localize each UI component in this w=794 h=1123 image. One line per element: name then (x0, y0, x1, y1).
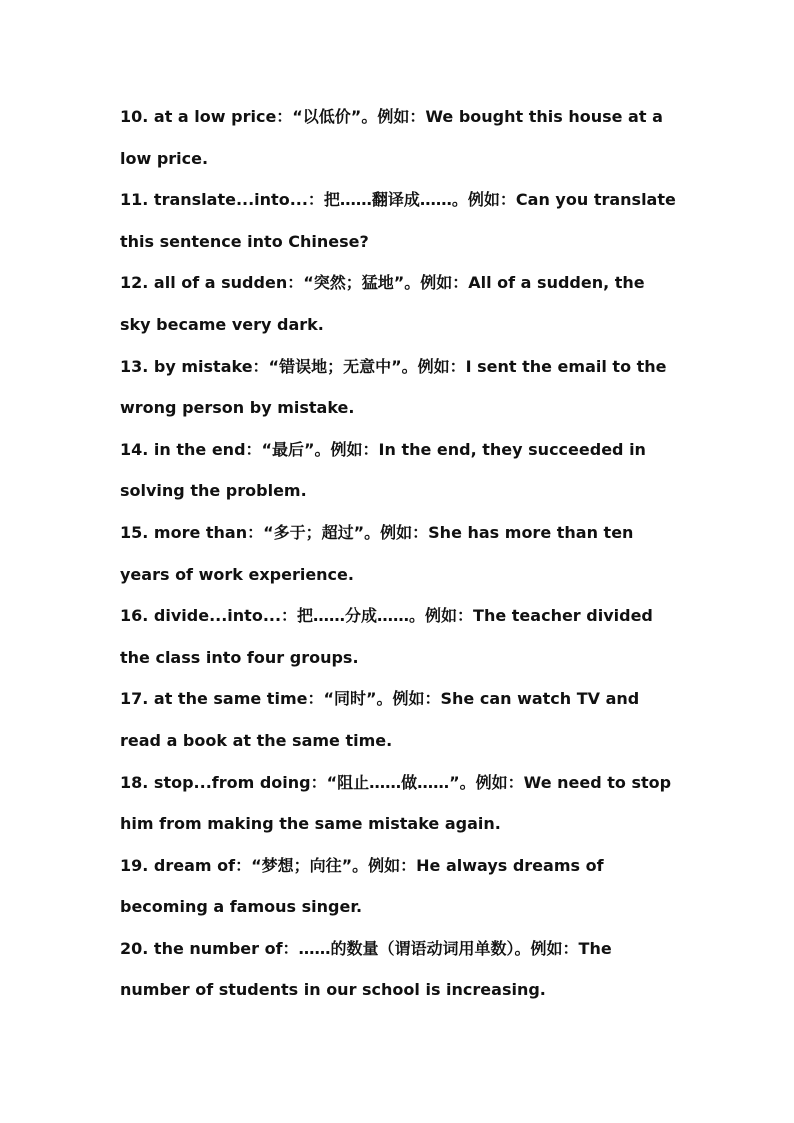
phrase-entry-11: 11. translate...into...：把……翻译成……。例如：Can you translate this sentence into Chinese? (120, 190, 676, 251)
phrase-entry-20: 20. the number of：……的数量（谓语动词用单数）。例如：The number of students in our school is increasing. (120, 938, 612, 1000)
phrase-entry-19: 19. dream of：“梦想；向往”。例如：He always dreams of becoming a famous singer. (120, 855, 604, 917)
phrase-entry-13: 13. by mistake：“错误地；无意中”。例如：I sent the email to the wrong person by mistake. (120, 356, 667, 418)
phrase-entry-15: 15. more than：“多于；超过”。例如：She has more than ten years of work experience. (120, 522, 634, 584)
phrase-entry-16: 16. divide...into...：把……分成……。例如：The teacher divided the class into four groups. (120, 606, 653, 667)
phrase-entry-17: 17. at the same time：“同时”。例如：She can watch TV and read a book at the same time. (120, 689, 640, 750)
phrase-entry-18: 18. stop...from doing：“阻止……做……”。例如：We need to stop him from making the same mistake again. (120, 772, 672, 834)
phrase-entry-14: 14. in the end：“最后”。例如：In the end, they succeeded in solving the problem. (120, 439, 646, 501)
phrase-entry-10: 10. at a low price：“以低价”。例如：We bought this house at a low price. (120, 107, 663, 168)
document-page (120, 96, 680, 1011)
phrase-entry-12: 12. all of a sudden：“突然；猛地”。例如：All of a sudden, the sky became very dark. (120, 273, 645, 334)
